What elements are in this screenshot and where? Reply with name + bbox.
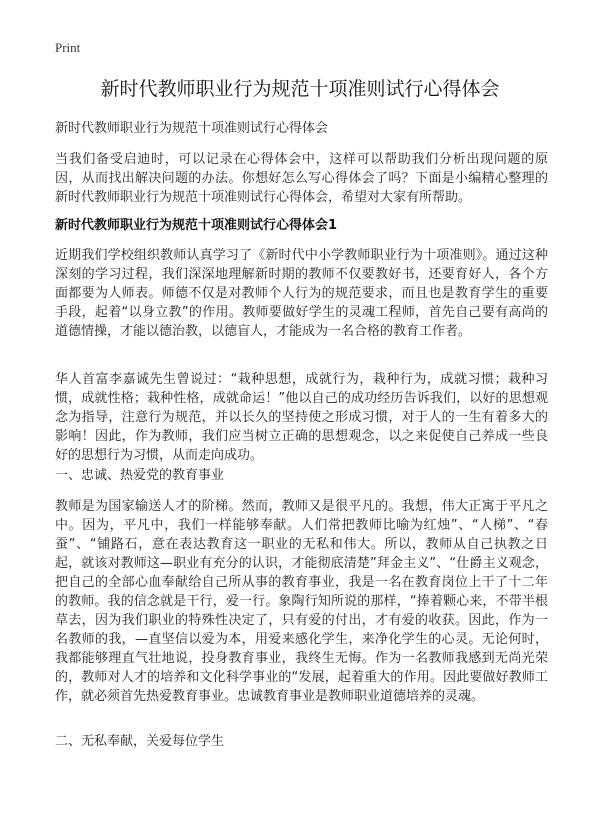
article-heading: 新时代教师职业行为规范十项准则试行心得体会1 (55, 218, 338, 233)
paragraph-3: 教师是为国家输送人才的阶梯。然而，教师又是很平凡的。我想，伟大正寓于平凡之中。因为，平凡中，我们一样能够奉献。人们常把教师比喻为红烛”、“人梯”、“春蚕”、“铺路石，意在表达教育这一职业的无私和伟大。所以，教师从自己执教之日起，就该对教师这—职业有充分的认识，才能彻底清楚”拜金主义”、“仕爵主义观念，把自己的全部心血奉献给自己所从事的教育事业，我是一名在教育岗位上干了十二年的教师。我的信念就是干行，爱一行。象陶行知所说的那样，“捧着颗心来，不带半根草去，因为我们职业的特殊性决定了，只有爱的付出，才有爱的收获。因此，作为一名教师的我，—直坚信以爱为本，用爱来感化学生，来净化学生的心灵。无论何时，我都能够理直气壮地说，投身教育事业，我终生无悔。作为一名教师我感到无尚光荣的，教师对人才的培养和文化科学事业的“发展，起着重大的作用。因此要做好教师工作，就必须首先热爱教育事业。忠诚教育事业是教师职业道德培养的灵魂。 (55, 499, 548, 704)
section-heading-1: 一、忠诚、热爱党的教育事业 (55, 468, 225, 483)
intro-paragraph: 当我们备受启迪时，可以记录在心得体会中，这样可以帮助我们分析出现问题的原因，从而找出解决问题的办法。你想好怎么写心得体会了吗？下面是小编精心整理的新时代教师职业行为规范十项准则试行心得体会，希望对大家有所帮助。 (55, 152, 548, 205)
page-title: 新时代教师职业行为规范十项准则试行心得体会 (100, 78, 500, 100)
subtitle: 新时代教师职业行为规范十项准则试行心得体会 (55, 121, 329, 136)
section-heading-2: 二、无私奉献，关爱每位学生 (55, 734, 225, 749)
print-label[interactable]: Print (55, 40, 81, 55)
paragraph-1: 近期我们学校组织教师认真学习了《新时代中小学教师职业行为十项准则》。通过这种深刻的学习过程，我们深深地理解新时期的教师不仅要教好书，还要育好人，各个方面都要为人师表。师德不仅是对教师个人行为的规范要求，而且也是教育学生的重要手段，起着“以身立教”的作用。教师要做好学生的灵魂工程师，首先自己要有高尚的道德情操，才能以德治教，以德盲人，才能成为一名合格的教育工作者。 (55, 248, 548, 339)
paragraph-2: 华人首富李嘉诚先生曾说过：“栽种思想，成就行为，栽种行为，成就习惯；栽种习惯，成就性格；栽种性格，成就命运！”他以自己的成功经历告诉我们，以好的思想观念为指导，注意行为规范，并以长久的坚持使之形成习惯，对于人的一生有着多大的影响！因此，作为教师，我们应当树立正确的思想观念，以之来促使自己养成一些良好的思想行为习惯，从而走向成功。 (55, 372, 548, 463)
